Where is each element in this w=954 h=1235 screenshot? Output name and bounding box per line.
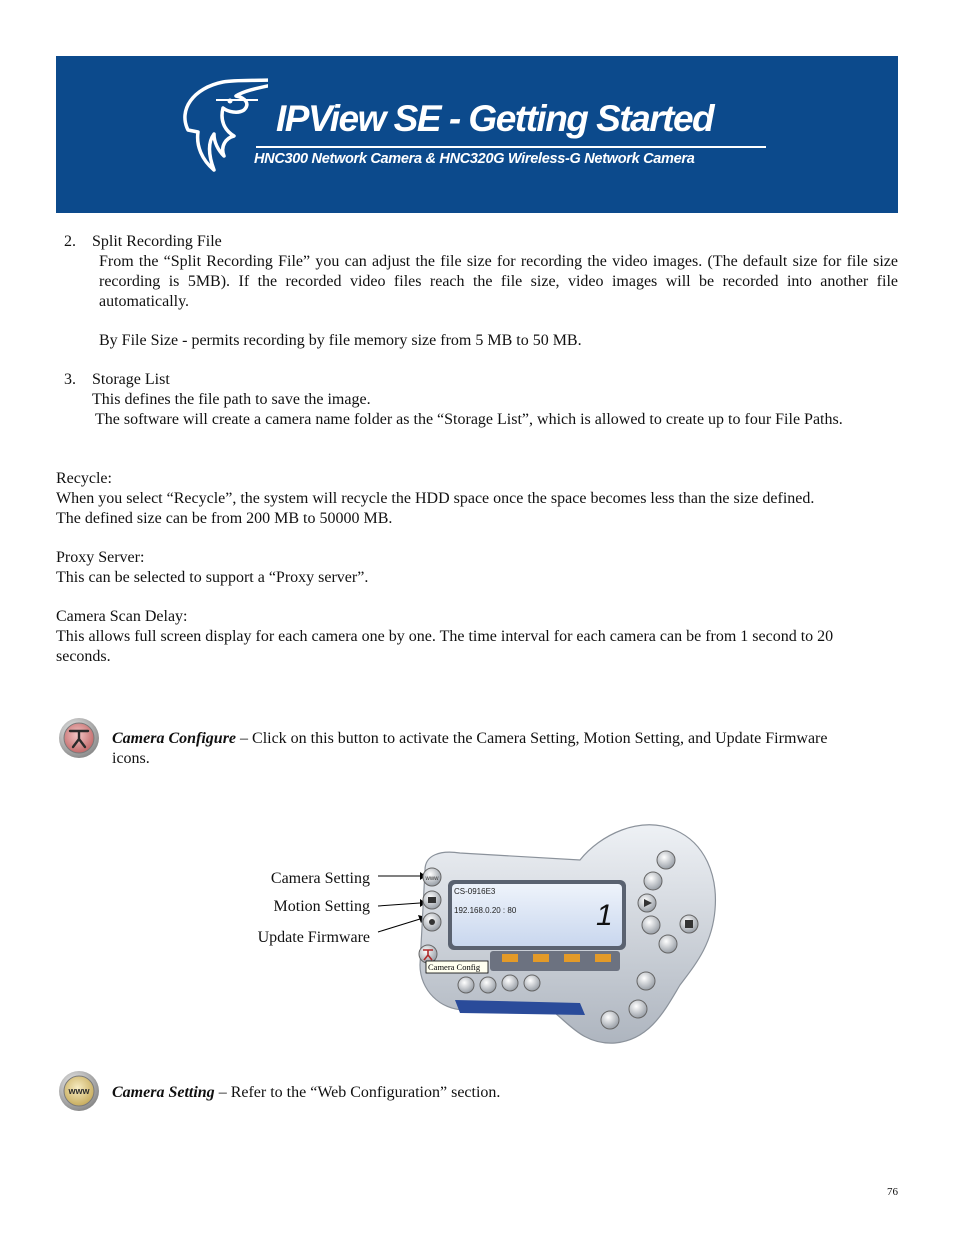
split-recording-note: By File Size - permits recording by file memory size from 5 MB to 50 MB. [99, 332, 582, 349]
banner-subtitle: HNC300 Network Camera & HNC320G Wireless-G Network Camera [254, 151, 695, 167]
label-camera-setting: Camera Setting [270, 870, 370, 887]
storage-list-line-2: The software will create a camera name folder as the “Storage List”, which is allowed to create up to four File Paths. [95, 411, 843, 428]
proxy-heading: Proxy Server: [56, 549, 145, 566]
list-heading-split-recording: Split Recording File [92, 233, 222, 250]
recycle-line-2: The defined size can be from 200 MB to 50000 MB. [56, 510, 393, 527]
recycle-heading: Recycle: [56, 470, 112, 487]
camera-config-tooltip: Camera Config [428, 962, 481, 972]
mini-www-icon: www [425, 876, 439, 882]
camera-configure-title: Camera Configure [112, 730, 237, 747]
screen-camera-name: CS-0916E3 [454, 887, 496, 896]
camera-setting-www-icon [58, 1070, 100, 1112]
split-recording-paragraph: From the “Split Recording File” you can adjust the file size for recording the video images. (The default size for file size recording is 5MB). If the recorded video files reach the file size, video images will be recorded into another file automatically. [99, 253, 898, 310]
scan-delay-line-1: This allows full screen display for each camera one by one. The time interval for each camera can be from 1 second to 20 [56, 628, 834, 645]
camera-configure-line-1 [112, 729, 827, 749]
scan-delay-heading: Camera Scan Delay: [56, 608, 188, 625]
screen-channel-number: 1 [596, 899, 613, 932]
page-number: 76 [887, 1186, 898, 1198]
list-number-3: 3. [64, 371, 76, 388]
storage-list-line-1: This defines the file path to save the image. [92, 391, 371, 408]
camera-configure-icon [58, 717, 100, 759]
scan-delay-line-2: seconds. [56, 648, 111, 665]
banner-divider [256, 146, 766, 148]
recycle-line-1: When you select “Recycle”, the system will recycle the HDD space once the space becomes less than the size defined. [56, 490, 815, 507]
camera-configure-line-2: icons. [112, 750, 150, 767]
camera-setting-line [112, 1083, 500, 1103]
www-icon-text: www [68, 1086, 90, 1096]
camera-setting-title: Camera Setting [112, 1084, 215, 1101]
list-number-2: 2. [64, 233, 76, 250]
camera-setting-desc: – Refer to the “Web Configuration” section. [214, 1084, 501, 1101]
label-motion-setting: Motion Setting [273, 898, 370, 915]
camera-configure-desc: – Click on this button to activate the Camera Setting, Motion Setting, and Update Firmware [236, 730, 828, 747]
eagle-logo-icon [168, 70, 268, 190]
header-banner [56, 56, 898, 213]
banner-title: IPView SE - Getting Started [276, 98, 714, 139]
list-heading-storage-list: Storage List [92, 371, 170, 388]
label-update-firmware: Update Firmware [257, 929, 370, 946]
screen-ip: 192.168.0.20 : 80 [454, 906, 517, 915]
proxy-line-1: This can be selected to support a “Proxy server”. [56, 569, 369, 586]
ipview-panel-figure [370, 815, 720, 1050]
